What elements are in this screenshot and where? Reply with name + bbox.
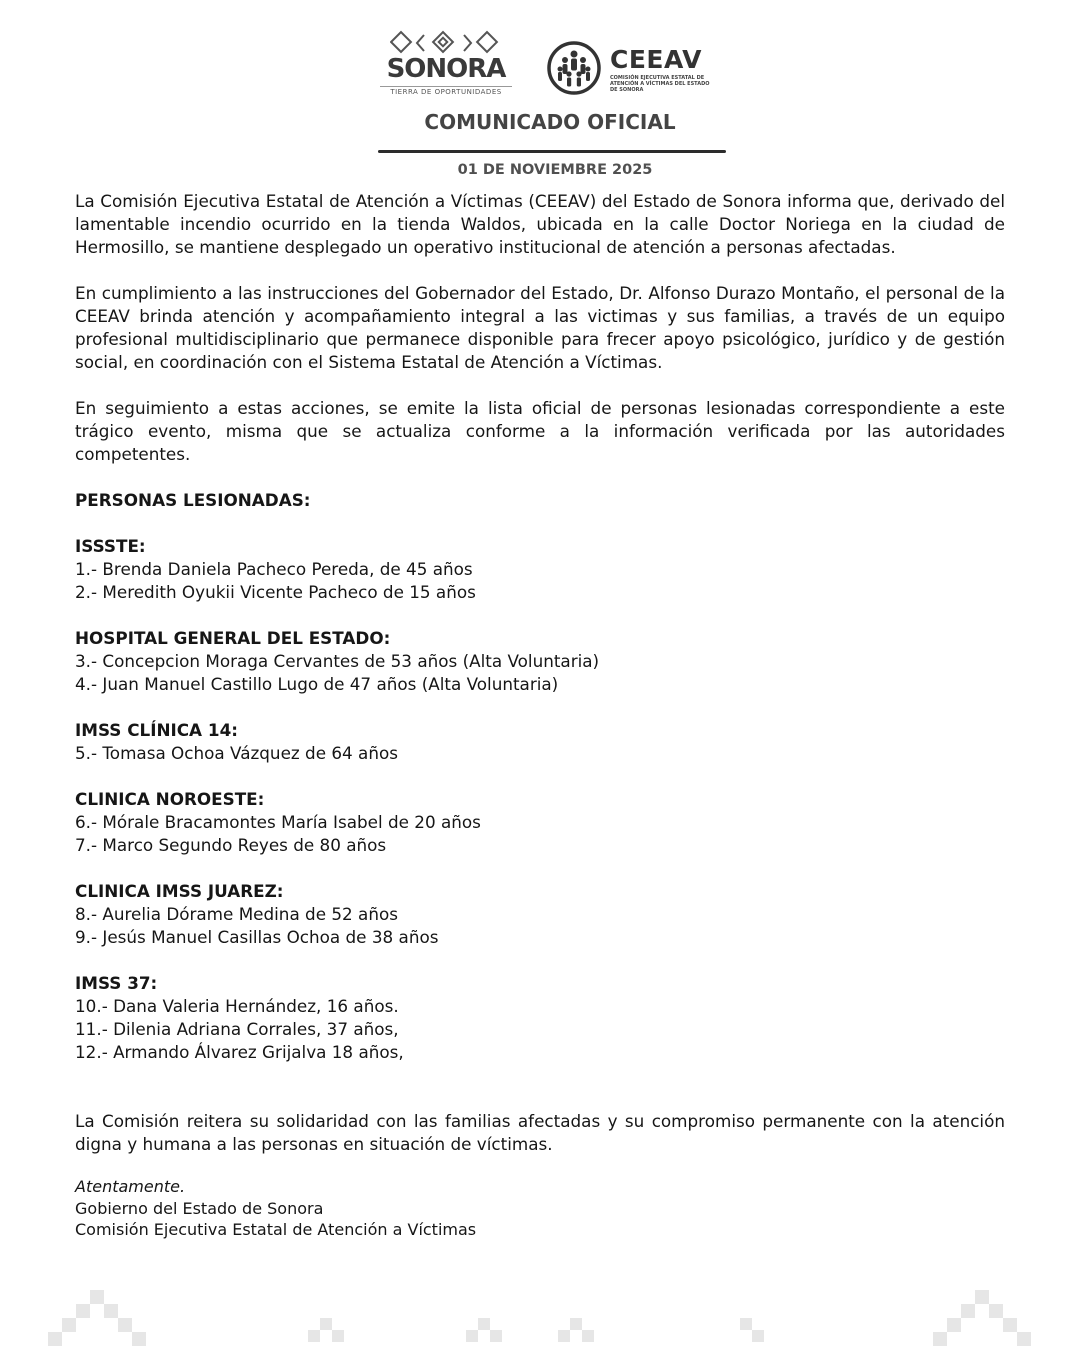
person-entry: 3.- Concepcion Moraga Cervantes de 53 años (Alta Voluntaria) xyxy=(75,651,600,671)
injured-heading: PERSONAS LESIONADAS: xyxy=(75,490,311,510)
signature-block xyxy=(75,1176,1005,1241)
person-entry: 4.- Juan Manuel Castillo Lugo de 47 años (Alta Voluntaria) xyxy=(75,674,559,694)
signature-government: Gobierno del Estado de Sonora xyxy=(75,1198,324,1218)
letterhead xyxy=(0,30,1080,100)
paragraph-closing: La Comisión reitera su solidaridad con las familias afectadas y su compromiso permanente con la atención digna y humana a las personas en situación de víctimas. xyxy=(75,1111,1005,1154)
sonora-logo-text: SONORA xyxy=(386,54,506,84)
document-date: 01 DE NOVIEMBRE 2025 xyxy=(457,162,653,178)
sonora-logo xyxy=(380,30,512,98)
paragraph-intro: La Comisión Ejecutiva Estatal de Atención a Víctimas (CEEAV) del Estado de Sonora informa que, derivado del lamentable incendio ocurrido en la tienda Waldos, ubicada en la calle Doctor Noriega en la ciudad de Hermosillo, se mantiene desplegado un operativo institucional de atención a personas afectadas. xyxy=(75,191,1005,257)
person-entry: 6.- Mórale Bracamontes María Isabel de 20 años xyxy=(75,812,481,832)
hospital-group xyxy=(75,788,1005,857)
paragraph-list-notice: En seguimiento a estas acciones, se emite la lista oficial de personas lesionadas correspondiente a este trágico evento, misma que se actualiza conforme a la información verificada por las autoridades competentes. xyxy=(75,398,1005,464)
person-entry: 11.- Dilenia Adriana Corrales, 37 años, xyxy=(75,1019,399,1039)
person-entry: 10.- Dana Valeria Hernández, 16 años. xyxy=(75,996,399,1016)
person-entry: 8.- Aurelia Dórame Medina de 52 años xyxy=(75,904,398,924)
document-body xyxy=(75,190,1005,1241)
people-circle-icon xyxy=(546,40,602,96)
ceeav-logo-subtitle: COMISIÓN EJECUTIVA ESTATAL DE ATENCIÓN A VÍCTIMAS DEL ESTADO DE SONORA xyxy=(610,75,710,93)
paragraph-instructions: En cumplimiento a las instrucciones del Gobernador del Estado, Dr. Alfonso Durazo Montaño, el personal de la CEEAV brinda atención y acompañamiento integral a las victimas y sus familias, a través de un equipo profesional multidisciplinario que permanece disponible para frecer apoyo psicológico, jurídico y de gestión social, en coordinación con el Sistema Estatal de Atención a Víctimas. xyxy=(75,283,1005,372)
person-entry: 1.- Brenda Daniela Pacheco Pereda, de 45 años xyxy=(75,559,473,579)
hospital-group xyxy=(75,627,1005,696)
ceeav-logo-text: CEEAV xyxy=(610,45,703,74)
sonora-tagline: TIERRA DE OPORTUNIDADES xyxy=(380,86,512,96)
hospital-name: CLINICA IMSS JUAREZ: xyxy=(75,881,284,901)
title-divider xyxy=(378,150,726,153)
person-entry: 5.- Tomasa Ochoa Vázquez de 64 años xyxy=(75,743,398,763)
hospital-group xyxy=(75,972,1005,1064)
hospital-name: CLINICA NOROESTE: xyxy=(75,789,265,809)
footer-pattern-decoration xyxy=(0,1285,1080,1350)
hospital-name: IMSS CLÍNICA 14: xyxy=(75,720,238,740)
person-entry: 9.- Jesús Manuel Casillas Ochoa de 38 años xyxy=(75,927,439,947)
hospital-name: ISSSTE: xyxy=(75,536,146,556)
signature-commission: Comisión Ejecutiva Estatal de Atención a Víctimas xyxy=(75,1220,477,1239)
hospital-group xyxy=(75,719,1005,765)
document-title: COMUNICADO OFICIAL xyxy=(424,110,676,134)
person-entry: 12.- Armando Álvarez Grijalva 18 años, xyxy=(75,1042,404,1062)
person-entry: 7.- Marco Segundo Reyes de 80 años xyxy=(75,835,387,855)
hospital-group xyxy=(75,535,1005,604)
hospital-name: HOSPITAL GENERAL DEL ESTADO: xyxy=(75,628,391,648)
hospital-group xyxy=(75,880,1005,949)
hospital-name: IMSS 37: xyxy=(75,973,158,993)
sonora-pattern-icon xyxy=(390,30,505,56)
ceeav-logo xyxy=(546,40,716,96)
person-entry: 2.- Meredith Oyukii Vicente Pacheco de 15 años xyxy=(75,582,476,602)
signature-salutation: Atentamente. xyxy=(75,1177,186,1196)
